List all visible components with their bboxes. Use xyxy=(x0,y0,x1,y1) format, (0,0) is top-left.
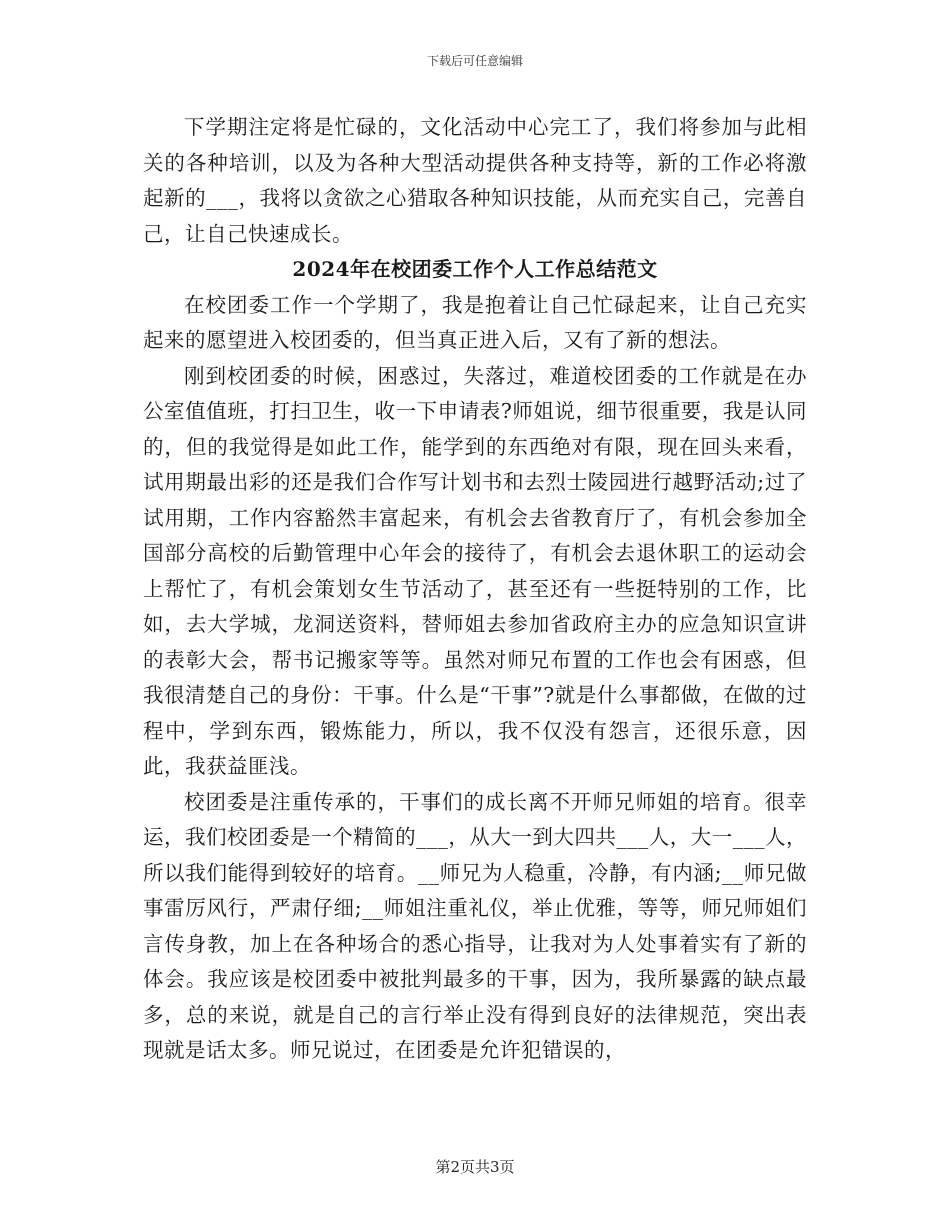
paragraph-2: 在校团委工作一个学期了，我是抱着让自己忙碌起来，让自己充实起来的愿望进入校团委的，但当真正进入后，又有了新的想法。 xyxy=(143,292,807,352)
paragraph-4: 校团委是注重传承的，干事们的成长离不开师兄师姐的培育。很幸运，我们校团委是一个精简的___，从大一到大四共___人，大一___人，所以我们能得到较好的培育。__师兄为人稳重，冷静，有内涵;__师兄做事雷厉风行，严肃仔细;__师姐注重礼仪，举止优雅，等等，师兄师姐们言传身教，加上在各种场合的悉心指导，让我对为人处事着实有了新的体会。我应该是校团委中被批判最多的干事，因为，我所暴露的缺点最多，总的来说，就是自己的言行举止没有得到良好的法律规范，突出表现就是话太多。师兄说过，在团委是允许犯错误的， xyxy=(143,789,807,1062)
paragraph-1: 下学期注定将是忙碌的，文化活动中心完工了，我们将参加与此相关的各种培训，以及为各种大型活动提供各种支持等，新的工作必将激起新的___，我将以贪欲之心猎取各种知识技能，从而充实自己，完善自己，让自己快速成长。 xyxy=(143,115,807,246)
section-title: 2024年在校团委工作个人工作总结范文 xyxy=(292,257,658,281)
page-number: 第2页共3页 xyxy=(435,1158,515,1176)
paragraph-3: 刚到校团委的时候，困惑过，失落过，难道校团委的工作就是在办公室值值班，打扫卫生，收一下申请表?师姐说，细节很重要，我是认同的，但的我觉得是如此工作，能学到的东西绝对有限，现在回头来看，试用期最出彩的还是我们合作写计划书和去烈士陵园进行越野活动;过了试用期，工作内容豁然丰富起来，有机会去省教育厅了，有机会参加全国部分高校的后勤管理中心年会的接待了，有机会去退休职工的运动会上帮忙了，有机会策划女生节活动了，甚至还有一些挺特别的工作，比如，去大学城，龙洞送资料，替师姐去参加省政府主办的应急知识宣讲的表彰大会，帮书记搬家等等。虽然对师兄布置的工作也会有困惑，但我很清楚自己的身份：干事。什么是“干事”?就是什么事都做，在做的过程中，学到东西，锻炼能力，所以，我不仅没有怨言，还很乐意，因此，我获益匪浅。 xyxy=(143,363,807,778)
page-header-note: 下载后可任意编辑 xyxy=(426,54,523,68)
document-body xyxy=(143,110,807,1069)
